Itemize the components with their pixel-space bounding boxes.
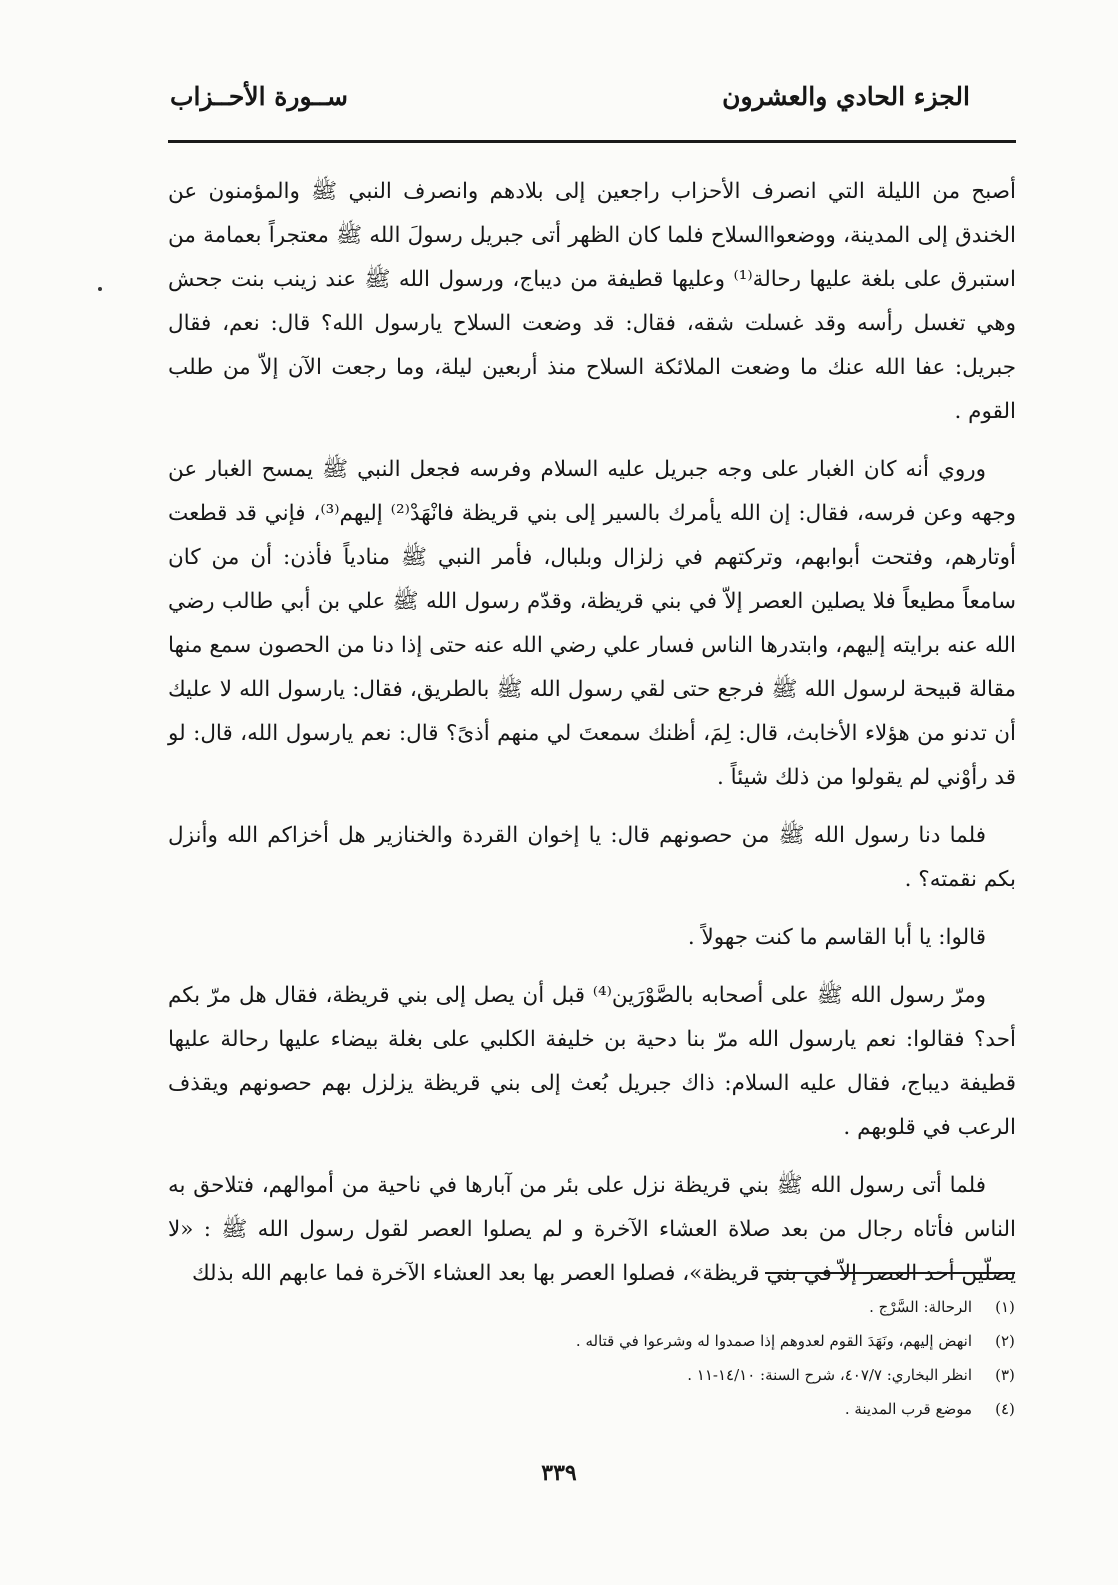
main-text (168, 170, 1016, 1310)
page-number: ٣٣٩ (541, 1460, 577, 1486)
footnotes (168, 1290, 1016, 1426)
footnote-text: الرحالة: السَّرْج . (869, 1298, 972, 1316)
header-rule (168, 140, 1016, 143)
footnote (168, 1358, 1016, 1392)
footnote (168, 1392, 1016, 1426)
paragraph: أصبح من الليلة التي انصرف الأحزاب راجعين إلى بلادهم وانصرف النبي ﷺ والمؤمنون عن الخندق إلى المدينة، ووضعواالسلاح فلما كان الظهر أتى جبريل رسولَ الله ﷺ معتجراً بعمامة من استبرق على بلغة عليها رحالة⁽¹⁾ وعليها قطيفة من ديباج، ورسول الله ﷺ عند زينب بنت جحش وهي تغسل رأسه وقد غسلت شقه، فقال: قد وضعت السلاح يارسول الله؟ قال: نعم، فقال جبريل: عفا الله عنك ما وضعت الملائكة السلاح منذ أربعين ليلة، وما رجعت الآن إلاّ من طلب القوم . (168, 179, 1016, 424)
footnote-number: (٣) (995, 1366, 1015, 1384)
footnote-text: انهض إليهم، ونَهَدَ القوم لعدوهم إذا صمدوا له وشرعوا في قتاله . (575, 1332, 972, 1350)
footnote (168, 1324, 1016, 1358)
footnote-text: انظر البخاري: ٤٠٧/٧، شرح السنة: ١٤/١٠-١١ . (687, 1366, 972, 1384)
scan-speck (98, 287, 102, 291)
surah-title: ســورة الأحــزاب (170, 82, 348, 111)
footnote-text: موضع قرب المدينة . (844, 1400, 972, 1418)
paragraph: قالوا: يا أبا القاسم ما كنت جهولاً . (687, 925, 986, 950)
footnote-number: (١) (995, 1298, 1015, 1316)
paragraph: فلما أتى رسول الله ﷺ بني قريظة نزل على بئر من آبارها في ناحية من أموالهم، فتلاحق به الناس فأتاه رجال من بعد صلاة العشاء الآخرة و لم يصلوا العصر لقول رسول الله ﷺ : «لا يصلّين أحد العصر إلاّ في بني قريظة»، فصلوا العصر بها بعد العشاء الآخرة فما عابهم الله بذلك (168, 1173, 1016, 1286)
footnote-rule (765, 1272, 1015, 1274)
paragraph: فلما دنا رسول الله ﷺ من حصونهم قال: يا إخوان القردة والخنازير هل أخزاكم الله وأنزل بكم نقمته؟ . (168, 823, 1016, 892)
paragraph: ومرّ رسول الله ﷺ على أصحابه بالصَّوْرَين⁽⁴⁾ قبل أن يصل إلى بني قريظة، فقال هل مرّ بكم أحد؟ فقالوا: نعم يارسول الله مرّ بنا دحية بن خليفة الكلبي على بغلة بيضاء عليها رحالة عليها قطيفة ديباج، فقال عليه السلام: ذاك جبريل بُعث إلى بني قريظة يزلزل بهم حصونهم ويقذف الرعب في قلوبهم . (168, 983, 1016, 1140)
footnote-number: (٤) (995, 1400, 1015, 1418)
footnote (168, 1290, 1016, 1324)
part-title: الجزء الحادي والعشرون (722, 82, 970, 111)
footnote-number: (٢) (995, 1332, 1015, 1350)
paragraph: وروي أنه كان الغبار على وجه جبريل عليه السلام وفرسه فجعل النبي ﷺ يمسح الغبار عن وجهه وعن فرسه، فقال: إن الله يأمرك بالسير إلى بني قريظة فانْهَدْ⁽²⁾ إليهم⁽³⁾، فإني قد قطعت أوتارهم، وفتحت أبوابهم، وتركتهم في زلزال وبلبال، فأمر النبي ﷺ منادياً فأذن: أن من كان سامعاً مطيعاً فلا يصلين العصر إلاّ في بني قريظة، وقدّم رسول الله ﷺ علي بن أبي طالب رضي الله عنه برايته إليهم، وابتدرها الناس فسار علي رضي الله عنه حتى إذا دنا من الحصون سمع منها مقالة قبيحة لرسول الله ﷺ فرجع حتى لقي رسول الله ﷺ بالطريق، فقال: يارسول الله لا عليك أن تدنو من هؤلاء الأخابث، قال: لِمَ، أظنك سمعتَ لي منهم أذىً؟ قال: نعم يارسول الله، قال: لو قد رأوْني لم يقولوا من ذلك شيئاً . (168, 457, 1016, 790)
